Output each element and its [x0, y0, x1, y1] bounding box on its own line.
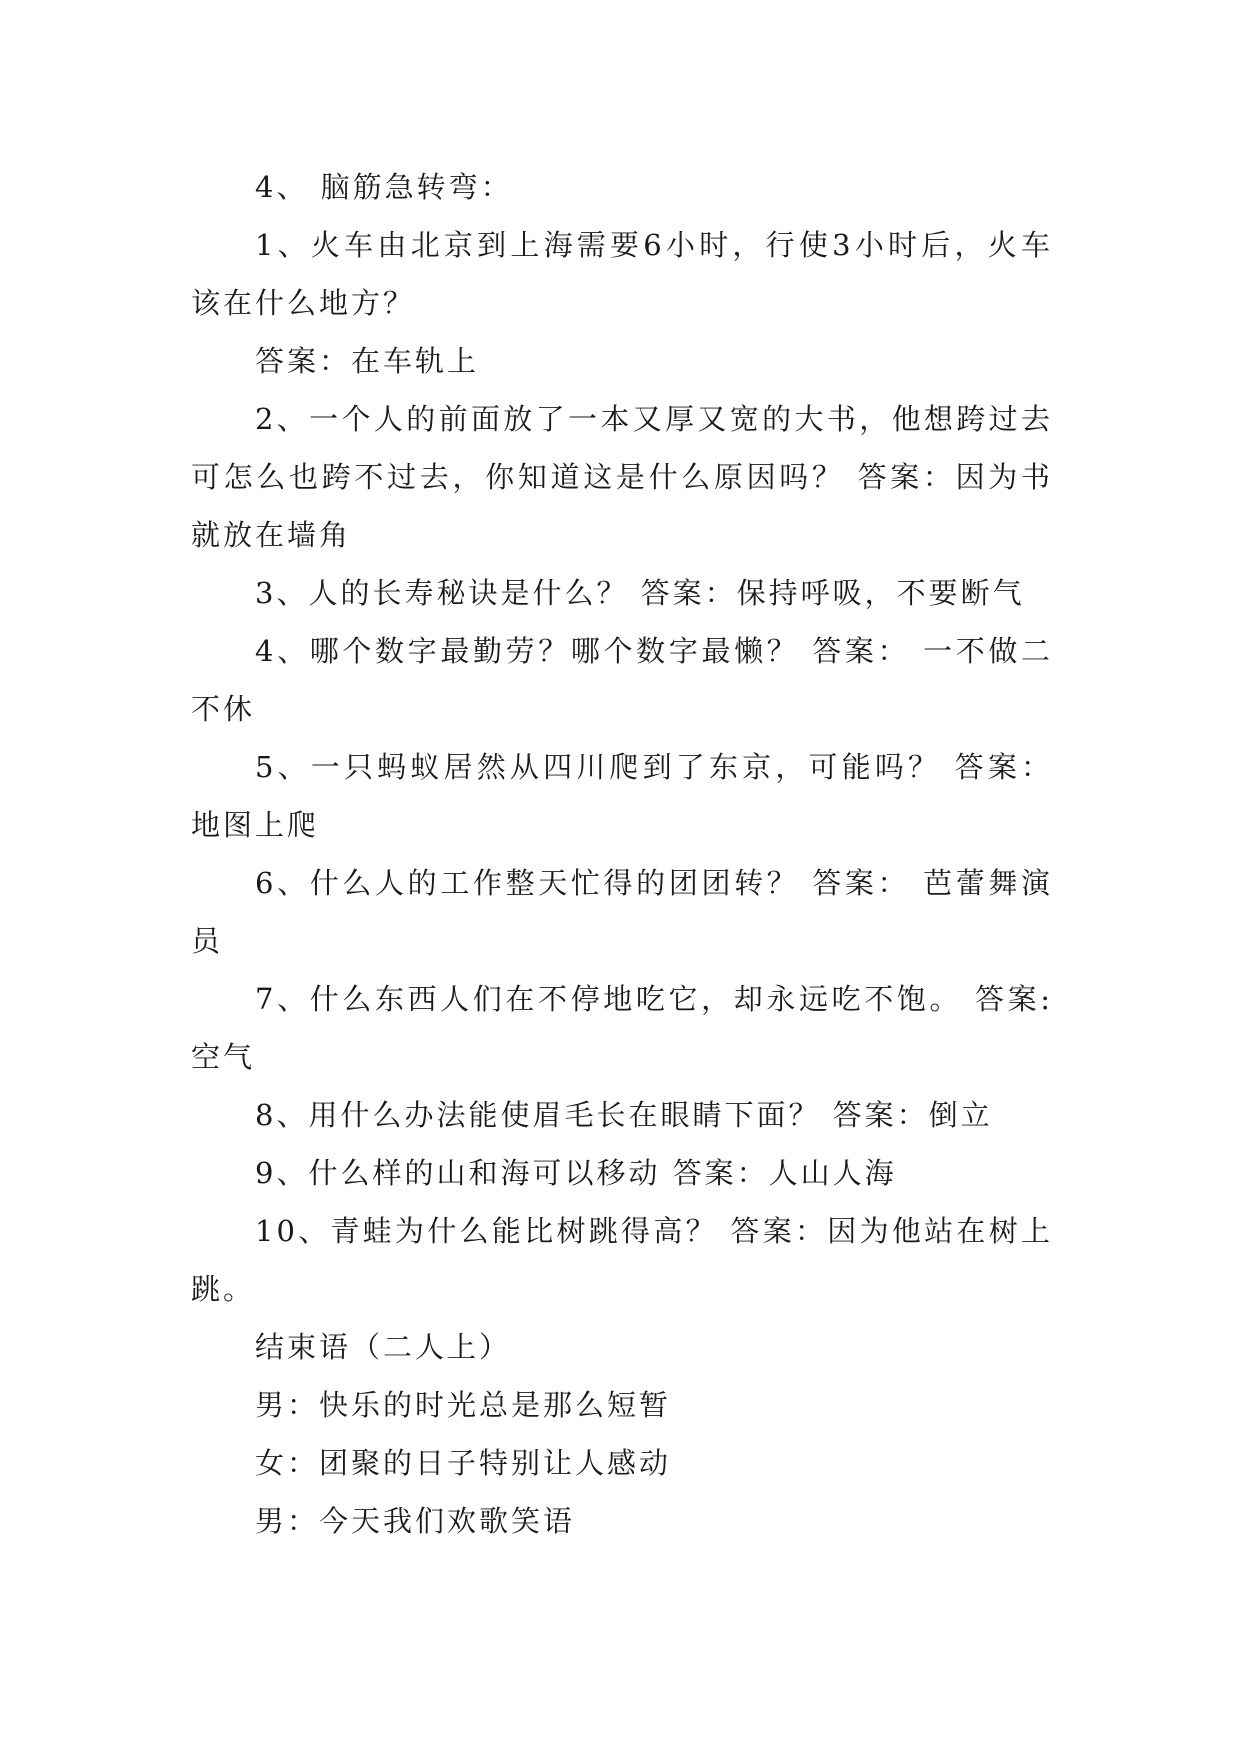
document-body: [191, 158, 1053, 1550]
riddle-2: 2、一个人的前面放了一本又厚又宽的大书，他想跨过去可怎么也跨不过去，你知道这是什么原因吗？ 答案：因为书就放在墙角: [191, 402, 1053, 552]
riddle-6: 6、什么人的工作整天忙得的团团转？ 答案： 芭蕾舞演员: [191, 866, 1053, 958]
riddle-1-answer: 答案：在车轨上: [255, 344, 480, 378]
riddle-10: 10、青蛙为什么能比树跳得高？ 答案：因为他站在树上跳。: [191, 1214, 1053, 1306]
closing-line-male-2: 男：今天我们欢歌笑语: [255, 1504, 576, 1538]
closing-line-female-1: 女：团聚的日子特别让人感动: [255, 1446, 672, 1480]
riddle-9: 9、什么样的山和海可以移动 答案：人山人海: [255, 1156, 897, 1190]
closing-line-male-1: 男：快乐的时光总是那么短暂: [255, 1388, 672, 1422]
riddle-1-question: 1、火车由北京到上海需要6小时，行使3小时后，火车该在什么地方？: [191, 228, 1053, 320]
riddle-4: 4、哪个数字最勤劳？哪个数字最懒？ 答案： 一不做二不休: [191, 634, 1053, 726]
section-heading-brain-teasers: 4、 脑筋急转弯：: [255, 170, 513, 204]
riddle-3: 3、人的长寿秘诀是什么？ 答案：保持呼吸，不要断气: [255, 576, 1025, 610]
riddle-7: 7、什么东西人们在不停地吃它，却永远吃不饱。 答案:空气: [191, 982, 1053, 1074]
riddle-8: 8、用什么办法能使眉毛长在眼睛下面？ 答案：倒立: [255, 1098, 993, 1132]
closing-heading: 结束语（二人上）: [255, 1330, 512, 1364]
riddle-5: 5、一只蚂蚁居然从四川爬到了东京，可能吗？ 答案：地图上爬: [191, 750, 1053, 842]
